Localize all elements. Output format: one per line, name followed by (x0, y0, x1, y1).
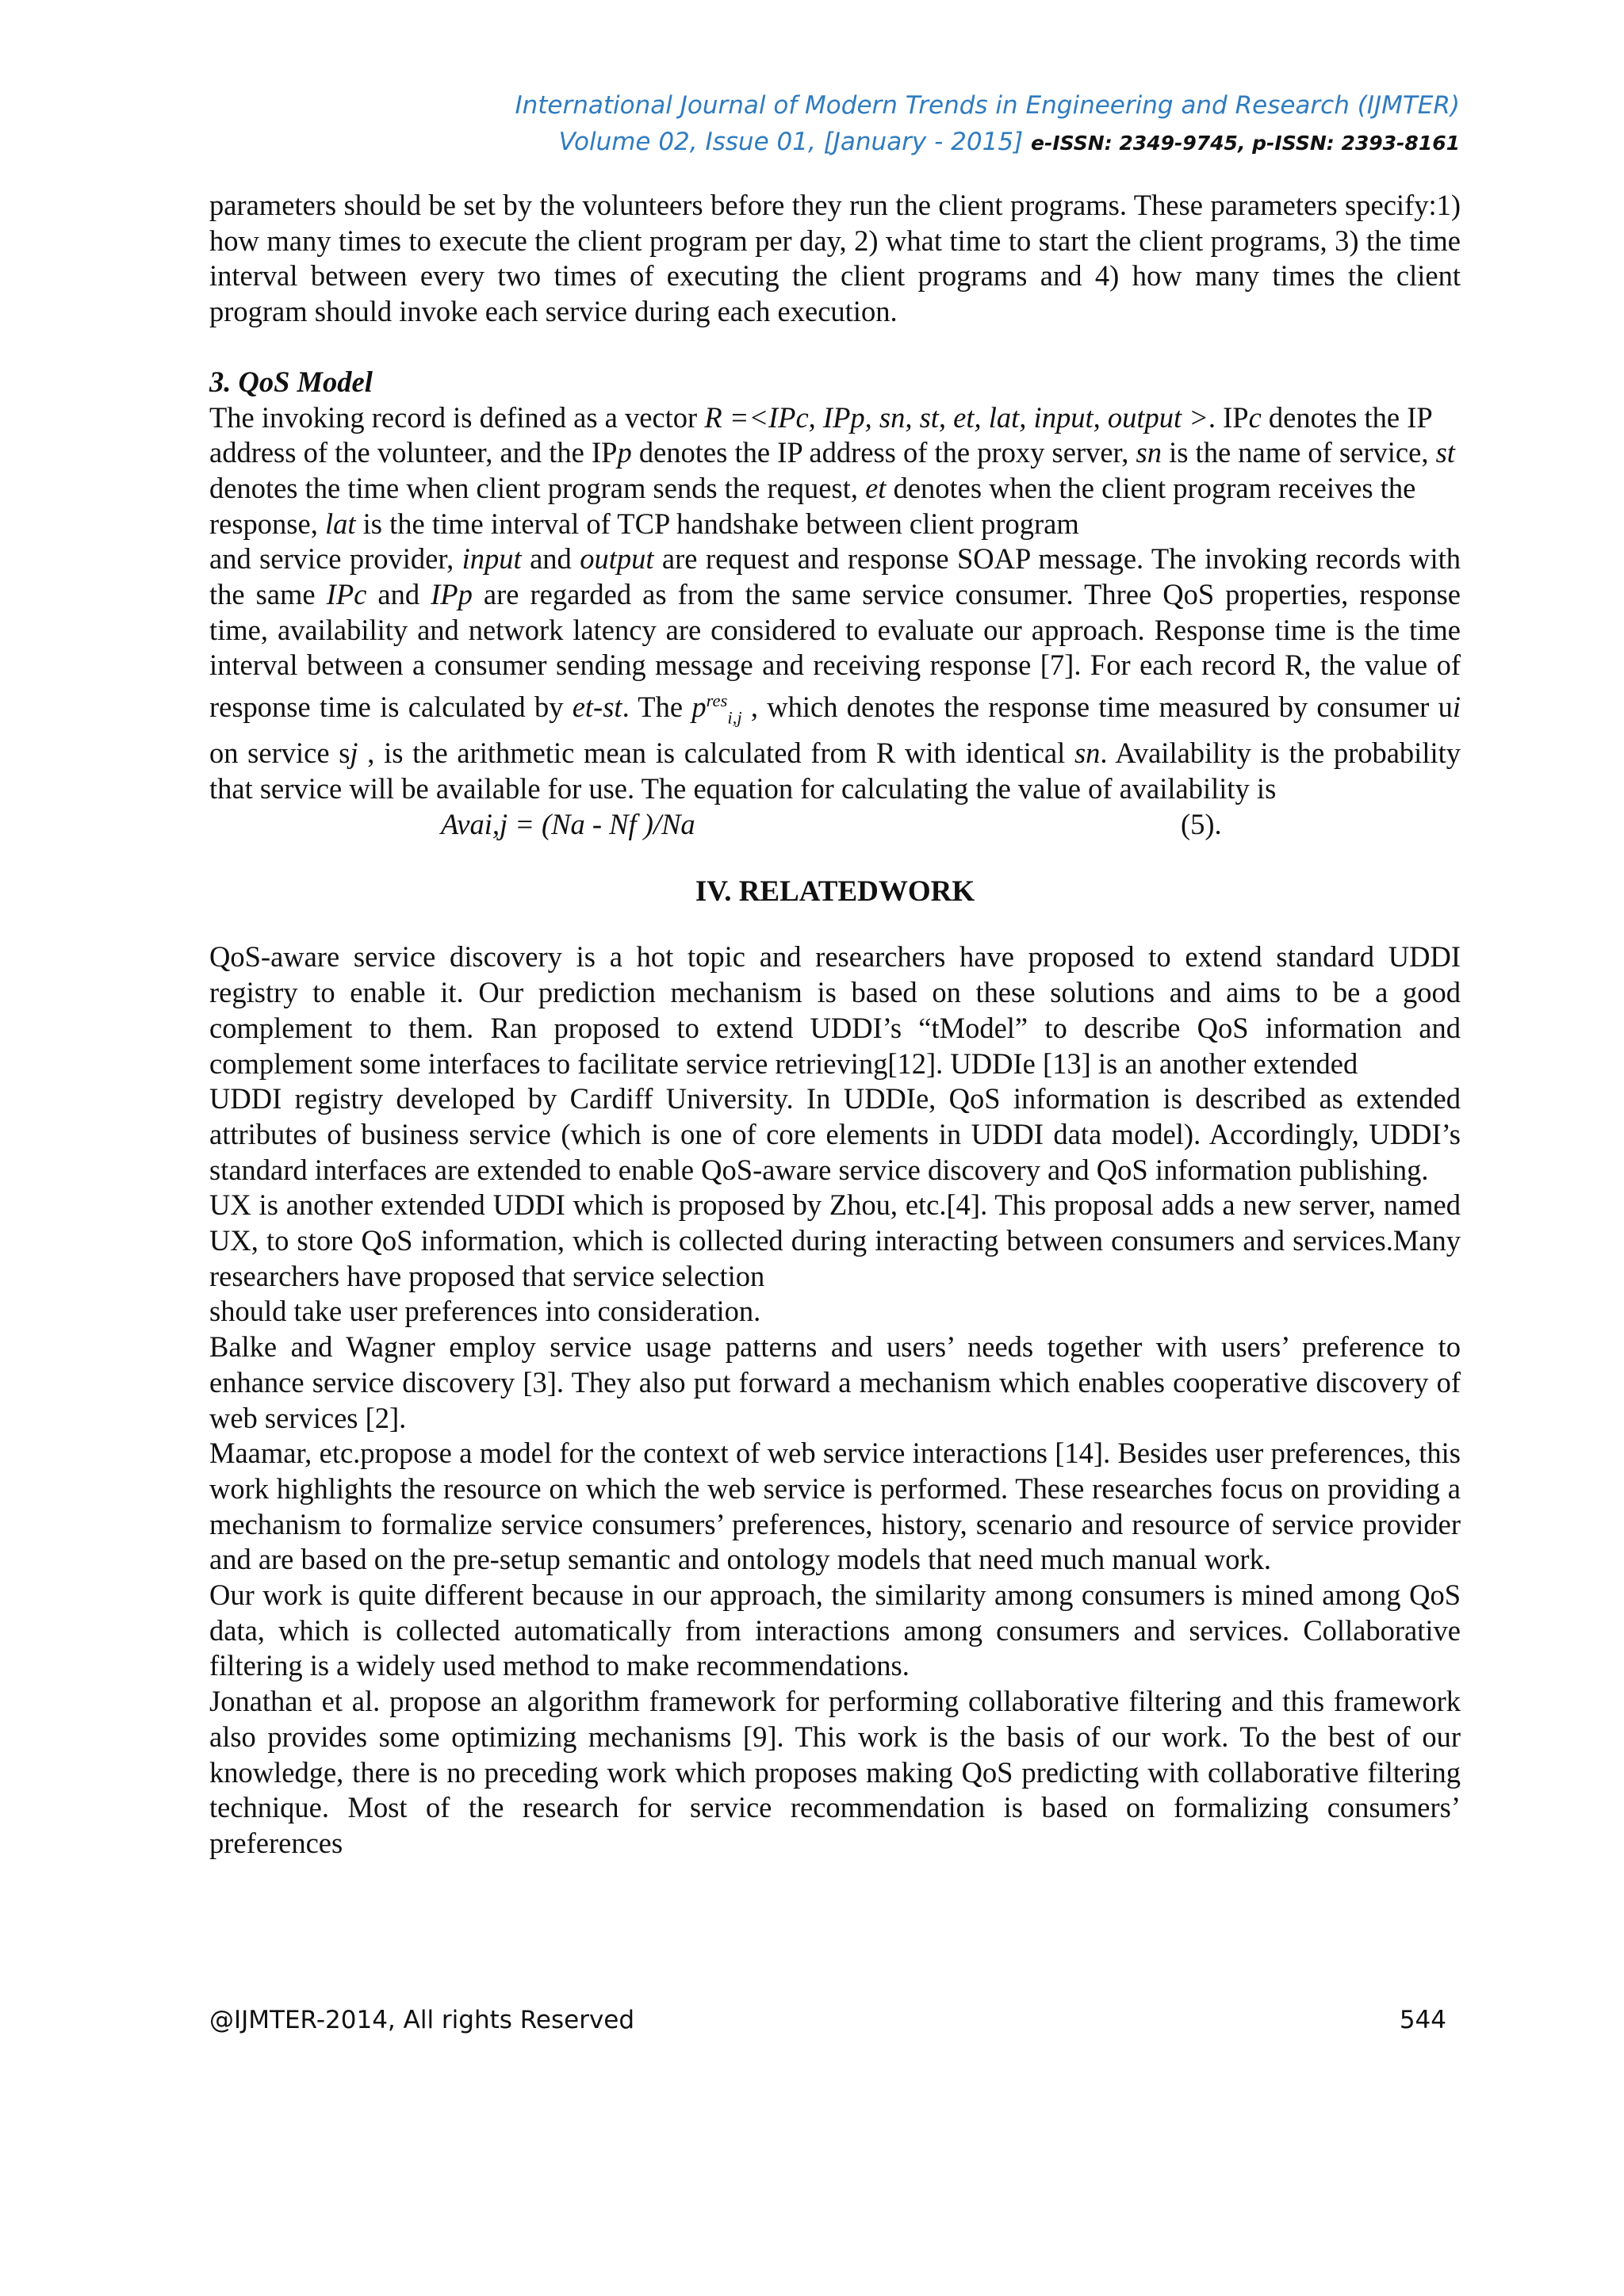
page-body (209, 188, 1461, 1862)
related-paragraph-5: Balke and Wagner employ service usage patterns and users’ needs together with users’ preference to enhance service discovery [3]. They also put forward a mechanism which enables cooperative discovery of web services [2]. (209, 1330, 1461, 1434)
equation-number: (5). (1181, 807, 1222, 840)
availability-equation (209, 807, 1461, 843)
related-paragraph-1: QoS-aware service discovery is a hot topic and researchers have proposed to extend standard UDDI registry to enable it. Our prediction mechanism is based on these solutions and aims to be a good complement to them. Ran proposed to extend UDDI’s “tModel” to describe QoS information and complement some interfaces to facilitate service retrieving[12]. UDDIe [13] is an another extended (209, 940, 1461, 1080)
spacer (209, 330, 1461, 365)
related-paragraph-4: should take user preferences into consideration. (209, 1295, 761, 1328)
equation-expression: Avai,j = (Na - Nf )/Na (441, 807, 695, 840)
related-paragraph-8: Jonathan et al. propose an algorithm framework for performing collaborative filtering and this framework also provides some optimizing mechanisms [9]. This work is the basis of our work. To the best of our knowledge, there is no preceding work which proposes making QoS predicting with collaborative filtering technique. Most of the research for service recommendation is based on formalizing consumers’ preferences (209, 1685, 1461, 1859)
related-paragraph-7: Our work is quite different because in our approach, the similarity among consumers is mined among QoS data, which is collected automatically from interactions among consumers and services. Collaborative filtering is a widely used method to make recommendations. (209, 1578, 1461, 1682)
journal-issn: e-ISSN: 2349-9745, p-ISSN: 2393-8161 (1031, 132, 1460, 155)
related-paragraph-2: UDDI registry developed by Cardiff University. In UDDIe, QoS information is described as extended attributes of business service (which is one of core elements in UDDI data model). Accordingly, UDDI’s standard interfaces are extended to enable QoS-aware service discovery and QoS information publishing. (209, 1082, 1461, 1186)
response-time-symbol: p (691, 691, 707, 724)
related-work-heading: IV. RELATEDWORK (695, 874, 975, 908)
copyright-notice: @IJMTER-2014, All rights Reserved (209, 2006, 635, 2034)
related-paragraph-3: UX is another extended UDDI which is proposed by Zhou, etc.[4]. This proposal adds a new server, named UX, to store QoS information, which is collected during interacting between consumers and services.Many researchers have proposed that service selection (209, 1188, 1461, 1292)
journal-volume-line (515, 124, 1460, 162)
journal-header (515, 87, 1460, 162)
intro-paragraph: parameters should be set by the volunteers before they run the client programs. These parameters specify:1) how many times to execute the client program per day, 2) what time to start the client programs, 3) the time interval between every two times of executing the client programs and 4) how many times the client program should invoke each service during each execution. (209, 189, 1461, 328)
qos-model-heading: 3. QoS Model (209, 365, 373, 398)
qos-paragraph-2: and service provider, input and output are request and response SOAP message. The invoking records with the same IPc and IPp are regarded as from the same service consumer. Three QoS properties, response time, availability and network latency are considered to evaluate our approach. Response time is the time interval between a consumer sending message and receiving response [7]. For each record R, the value of response time is calculated by et-st. The $p^{res}_{i,j}$ , which denotes the response time measured by consumer ui on service sj , is the arithmetic mean is calculated from R with identical sn. Availability is the probability that service will be available for use. The equation for calculating the value of availability is (209, 542, 1461, 805)
journal-title: International Journal of Modern Trends in Engineering and Research (IJMTER) (515, 91, 1460, 120)
qos-paragraph-1: The invoking record is defined as a vector R =<IPc, IPp, sn, st, et, lat, input, output >. IPc denotes the IP address of the volunteer, and the IPp denotes the IP address of the proxy server, sn is the name of service, st denotes the time when client program sends the request, et denotes when the client program receives the response, lat is the time interval of TCP handshake between client program (209, 400, 1455, 540)
page-number: 544 (1399, 2006, 1446, 2034)
related-paragraph-6: Maamar, etc.propose a model for the context of web service interactions [14]. Besides user preferences, this work highlights the resource on which the web service is performed. These researches focus on providing a mechanism to formalize service consumers’ preferences, history, scenario and resource of service provider and are based on the pre-setup semantic and ontology models that need much manual work. (209, 1437, 1461, 1576)
journal-volume: Volume 02, Issue 01, [January - 2015] (558, 128, 1024, 156)
page-footer (209, 2006, 1446, 2034)
